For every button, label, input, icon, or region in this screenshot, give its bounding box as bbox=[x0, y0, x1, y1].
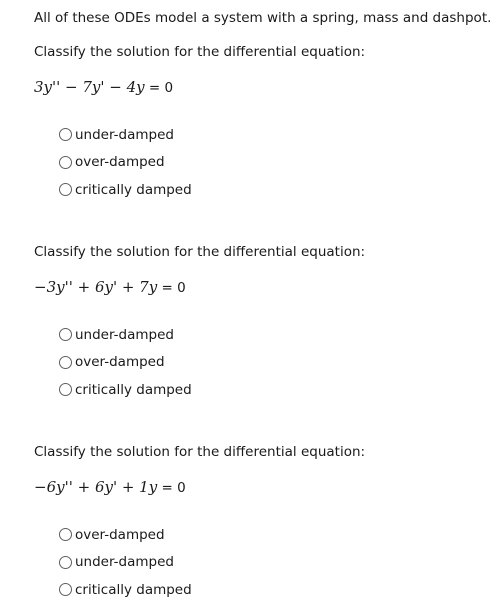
option-under-damped[interactable] bbox=[59, 121, 474, 149]
option-under-damped[interactable] bbox=[59, 321, 474, 349]
radio-button[interactable] bbox=[59, 528, 72, 541]
radio-button[interactable] bbox=[59, 328, 72, 341]
question-2 bbox=[34, 243, 474, 404]
intro-text: All of these ODEs model a system with a spring, mass and dashpot. bbox=[34, 10, 492, 26]
option-label: under-damped bbox=[75, 554, 174, 571]
option-under-damped[interactable] bbox=[59, 549, 474, 577]
answer-options bbox=[59, 521, 474, 604]
radio-button[interactable] bbox=[59, 556, 72, 569]
equation-expression: −3y'' + 6y' + 7y bbox=[34, 278, 158, 296]
answer-options bbox=[59, 321, 474, 404]
answer-options bbox=[59, 121, 474, 204]
option-critically-damped[interactable] bbox=[59, 176, 474, 204]
option-label: under-damped bbox=[75, 126, 174, 143]
option-label: critically damped bbox=[75, 581, 192, 598]
radio-button[interactable] bbox=[59, 183, 72, 196]
question-3 bbox=[34, 443, 474, 604]
option-label: over-damped bbox=[75, 154, 165, 171]
option-over-damped[interactable] bbox=[59, 349, 474, 377]
option-label: under-damped bbox=[75, 326, 174, 343]
equation-expression: 3y'' − 7y' − 4y bbox=[34, 78, 145, 96]
option-over-damped[interactable] bbox=[59, 149, 474, 177]
option-label: critically damped bbox=[75, 181, 192, 198]
radio-button[interactable] bbox=[59, 156, 72, 169]
radio-button[interactable] bbox=[59, 583, 72, 596]
differential-equation bbox=[34, 477, 474, 497]
question-prompt: Classify the solution for the differential equation: bbox=[34, 244, 366, 260]
option-label: critically damped bbox=[75, 381, 192, 398]
option-critically-damped[interactable] bbox=[59, 376, 474, 404]
option-label: over-damped bbox=[75, 526, 165, 543]
option-over-damped[interactable] bbox=[59, 521, 474, 549]
equation-equals: = 0 bbox=[144, 80, 174, 96]
question-1 bbox=[34, 43, 474, 204]
equation-equals: = 0 bbox=[157, 480, 186, 496]
equation-expression: −6y'' + 6y' + 1y bbox=[34, 478, 158, 496]
radio-button[interactable] bbox=[59, 128, 72, 141]
question-prompt: Classify the solution for the differential equation: bbox=[34, 44, 366, 60]
option-label: over-damped bbox=[75, 354, 165, 371]
differential-equation bbox=[34, 77, 474, 97]
radio-button[interactable] bbox=[59, 383, 72, 396]
option-critically-damped[interactable] bbox=[59, 576, 474, 604]
question-prompt: Classify the solution for the differential equation: bbox=[34, 444, 366, 460]
equation-equals: = 0 bbox=[157, 280, 186, 296]
radio-button[interactable] bbox=[59, 356, 72, 369]
differential-equation bbox=[34, 277, 474, 297]
